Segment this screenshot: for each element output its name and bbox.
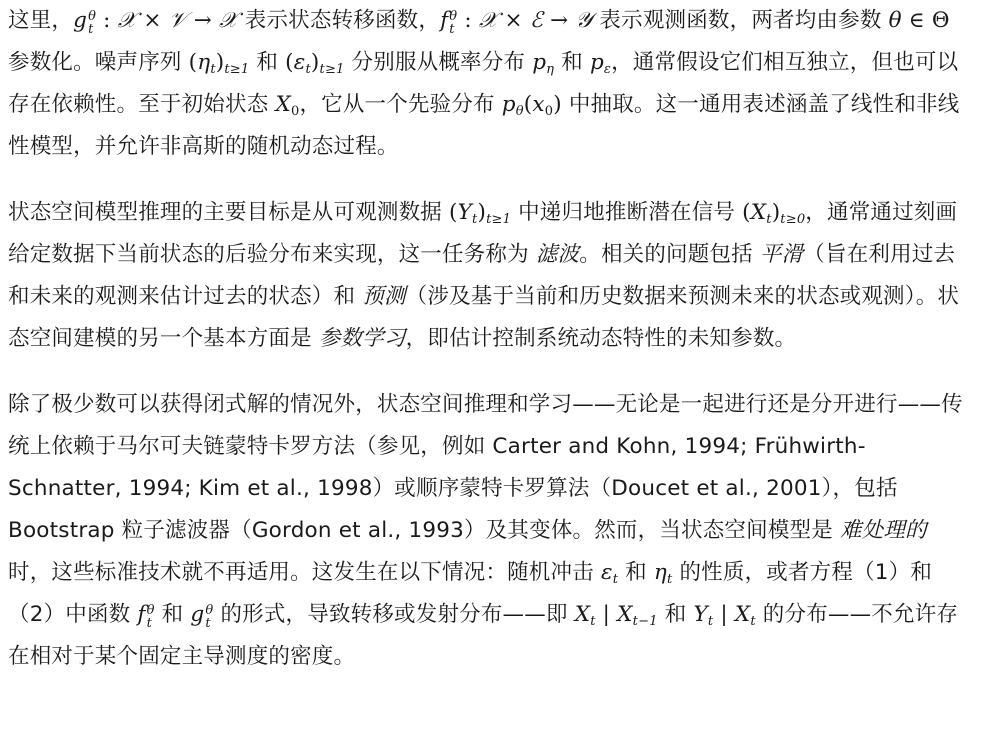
- math-g-transition: g θ t: [73, 8, 97, 37]
- term-smoothing: 平滑: [759, 242, 804, 267]
- math-f: f θ t: [137, 602, 155, 631]
- math-g: g θ t: [190, 602, 214, 631]
- term-intractable: 难处理的: [839, 518, 927, 543]
- paragraph-2: 状态空间模型推理的主要目标是从可观测数据 $(Y_t)_{t\ge 1}$ 中递归地推断潜在信号 $(X_t)_{t\ge 0}$，通常通过刻画给定数据下当前状态的后验分布来实现，这一任务称为 滤波。相关的问题包括 平滑（旨在利用过去和未来的观测来估计过去的状态）和 预测（涉及基于当前和历史数据来预测未来的状态或观测）。状态空间建模的另一个基本方面是 参数学习，即估计控制系统动态特性的未知参数。: [8, 200, 960, 351]
- term-parameter-learning: 参数学习: [318, 326, 406, 351]
- paragraph-1: 这里，g θ t : 𝒳 × 𝒱 → 𝒳 表示状态转移函数，f θ t : 𝒳 × ℰ → 𝒴 表示观测函数，两者均由参数 θ ∈ Θ 参数化。噪声序列 $(\eta_t)_{t\ge 1}$ 和 $(\varepsilon_t)_{t\ge 1}$ 分别服从概率分布 $p_\eta$ 和 $p_\varepsilon$，通常假设它们相互独立，但也可以存在依赖性。至于初始状态 $X_0$，它从一个先验分布 $p_\theta(x_0)$ 中抽取。这一通用表述涵盖了线性和非线性模型，并允许非高斯的随机动态过程。: [8, 8, 960, 159]
- math-f-observation: f θ t: [440, 8, 458, 37]
- paragraph-3: 除了极少数可以获得闭式解的情况外，状态空间推理和学习——无论是一起进行还是分开进行——传统上依赖于马尔可夫链蒙特卡罗方法（参见，例如 Carter and Kohn, 1994; Frühwirth-Schnatter, 1994; Kim et al., 1998）或顺序蒙特卡罗算法（Doucet et al., 2001），包括 Bootstrap 粒子滤波器（Gordon et al., 1993）及其变体。然而，当状态空间模型是 难处理的 时，这些标准技术就不再适用。这发生在以下情况：随机冲击 $\varepsilon_t$ 和 $\eta_t$ 的性质，或者方程（1）和（2）中函数 f θ t 和 g θ t 的形式，导致转移或发射分布——即 $X_t$ | $X_{t-1}$ 和 $Y_t$ | $X_t$ 的分布——不允许存在相对于某个固定主导测度的密度。: [8, 392, 963, 669]
- term-prediction: 预测: [362, 284, 406, 309]
- term-filtering: 滤波: [535, 242, 580, 267]
